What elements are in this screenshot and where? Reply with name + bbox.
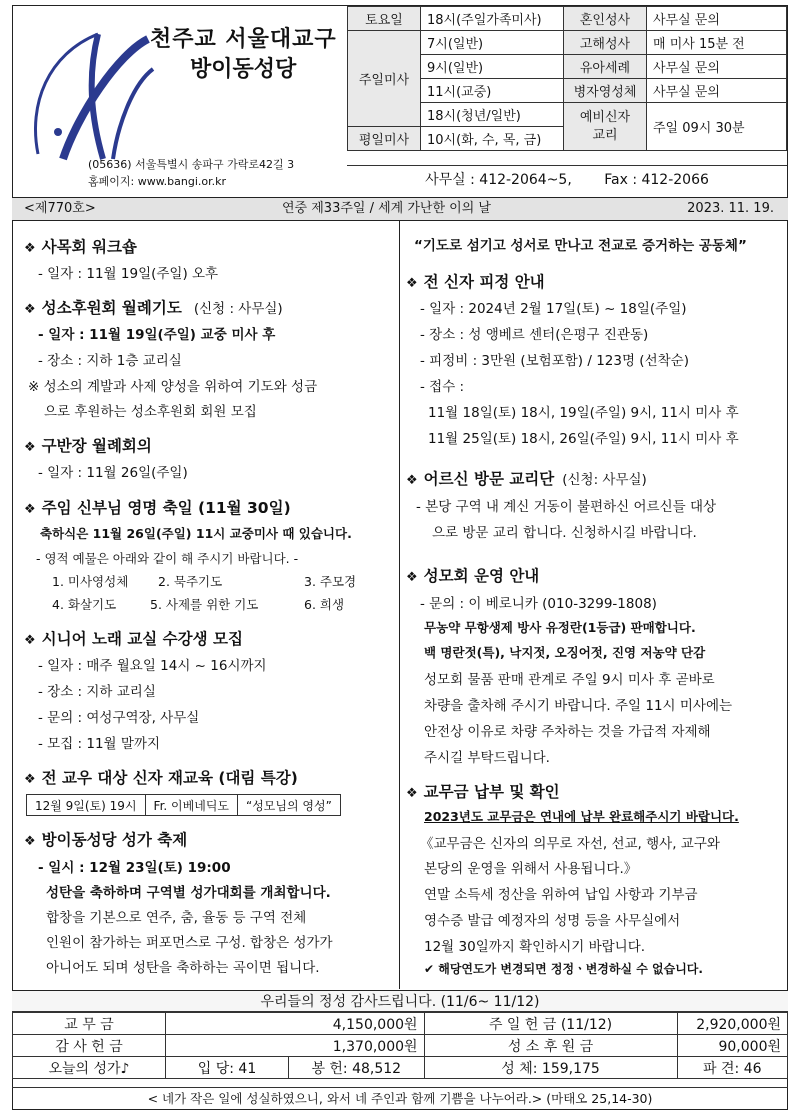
issue-date: 2023. 11. 19.: [687, 201, 774, 216]
text-line: 《교무금은 신자의 의무로 자선, 선교, 행사, 교구와: [420, 836, 720, 852]
lecture-table: [26, 794, 341, 816]
text-line: 성탄을 축하하며 구역별 성가대회를 개최합니다.: [46, 885, 331, 901]
hymn-label: 오늘의 성가♪: [13, 1057, 166, 1079]
lecture-topic: “성모님의 영성”: [238, 795, 341, 816]
issue-title: 연중 제33주일 / 세계 가난한 이의 날: [282, 201, 491, 216]
church-logo-icon: [18, 14, 158, 174]
office-fax: Fax : 412-2066: [604, 172, 709, 188]
offering-amount: 2,920,000원: [677, 1013, 787, 1035]
offering-amount: 1,370,000원: [166, 1035, 425, 1057]
section-title: ❖ 전 신자 피정 안내: [406, 273, 545, 291]
church-homepage[interactable]: 홈페이지: www.bangi.or.kr: [88, 175, 227, 188]
text-line: - 일자 : 11월 19일(주일) 교중 미사 후: [38, 327, 276, 343]
lecture-date: 12월 9일(토) 19시: [27, 795, 146, 816]
list-item: 2. 묵주기도: [158, 574, 223, 589]
text-line: 아니어도 되며 성탄을 축하하는 곡이면 됩니다.: [46, 960, 320, 976]
text-line: - 영적 예물은 아래와 같이 해 주시기 바랍니다. -: [36, 551, 299, 566]
offering-amount: 90,000원: [677, 1035, 787, 1057]
text-line: - 장소 : 지하 1층 교리실: [38, 353, 182, 369]
text-line: - 일자 : 11월 19일(주일) 오후: [38, 266, 219, 282]
text-line: - 장소 : 성 앵베르 센터(은평구 진관동): [420, 327, 649, 343]
text-line: - 문의 : 이 베로니카 (010-3299-1808): [420, 596, 657, 612]
diamond-icon: ❖: [406, 570, 418, 585]
text-line: 11월 25일(토) 18시, 26일(주일) 9시, 11시 미사 후: [428, 431, 739, 447]
confession-value: 매 미사 15분 전: [647, 31, 787, 55]
diamond-icon: ❖: [24, 302, 36, 317]
text-line: - 문의 : 여성구역장, 사무실: [38, 710, 200, 726]
text-line: 2023년도 교무금은 연내에 납부 완료해주시기 바랍니다.: [424, 809, 739, 824]
catechism-label: [564, 103, 647, 151]
hymn-communion: 성 체: 159,175: [424, 1057, 677, 1079]
text-line: 본당의 운영을 위해서 사용됩니다.》: [424, 861, 638, 877]
diamond-icon: ❖: [24, 633, 36, 648]
text-line: 주시길 부탁드립니다.: [424, 750, 550, 766]
section-title: ❖ 어르신 방문 교리단 (신청: 사무실): [406, 470, 647, 488]
office-phone: 사무실 : 412-2064~5,: [425, 172, 572, 188]
weekday-time: 10시(화, 수, 목, 금): [421, 127, 564, 151]
text-line: 으로 후원하는 성소후원회 회원 모집: [44, 404, 257, 420]
text-line: 합창을 기본으로 연주, 춤, 율동 등 구역 전체: [46, 910, 307, 926]
sunday-time: 7시(일반): [421, 31, 564, 55]
text-line: - 장소 : 지하 교리실: [38, 684, 156, 700]
section-title: ❖ 방이동성당 성가 축제: [24, 831, 188, 849]
diamond-icon: ❖: [406, 276, 418, 291]
mass-schedule-table: [347, 6, 787, 151]
section-title: ❖ 시니어 노래 교실 수강생 모집: [24, 630, 243, 648]
infant-baptism-label: 유아세례: [564, 55, 647, 79]
text-line: - 본당 구역 내 계신 거동이 불편하신 어르신들 대상: [416, 499, 717, 515]
parish-motto: “기도로 섬기고 성서로 만나고 전교로 증거하는 공동체”: [414, 238, 747, 254]
church-diocese: 천주교 서울대교구: [150, 27, 337, 52]
sick-communion-value: 사무실 문의: [647, 79, 787, 103]
offering-table: [12, 1012, 788, 1079]
diamond-icon: ❖: [24, 772, 36, 787]
church-name: 방이동성당: [190, 57, 297, 82]
issue-number: <제770호>: [24, 201, 96, 216]
section-title: ❖ 주임 신부님 영명 축일 (11월 30일): [24, 499, 291, 517]
text-line: 백 명란젓(특), 낙지젓, 오징어젓, 진영 저농약 단감: [424, 645, 706, 660]
text-line: - 일자 : 매주 월요일 14시 ~ 16시까지: [38, 658, 267, 674]
bible-quote: < 네가 작은 일에 성실하였으니, 와서 네 주인과 함께 기쁨을 나누어라.> (마태오 25,14-30): [12, 1087, 788, 1109]
lecture-speaker: Fr. 이베네딕도: [145, 795, 237, 816]
hymn-recessional: 파 견: 46: [677, 1057, 787, 1079]
section-title: ❖ 성모회 운영 안내: [406, 567, 540, 585]
weekday-mass-label: 평일미사: [348, 127, 421, 151]
hymn-entrance: 입 당: 41: [166, 1057, 289, 1079]
text-line: 영수증 발급 예정자의 성명 등을 사무실에서: [424, 913, 681, 929]
catechism-label-line1: 예비신자: [579, 109, 631, 125]
text-line: 차량을 출차해 주시기 바랍니다. 주일 11시 미사에는: [424, 698, 733, 714]
diamond-icon: ❖: [24, 440, 36, 455]
text-line: 으로 방문 교리 합니다. 신청하시길 바랍니다.: [432, 525, 697, 541]
confession-label: 고해성사: [564, 31, 647, 55]
church-address: (05636) 서울특별시 송파구 가락로42길 3: [88, 158, 295, 171]
diamond-icon: ❖: [406, 473, 418, 488]
text-line: - 일시 : 12월 23일(토) 19:00: [38, 860, 231, 876]
text-line: - 일자 : 11월 26일(주일): [38, 465, 188, 481]
section-title: ❖ 전 교우 대상 신자 재교육 (대림 특강): [24, 769, 298, 787]
text-line: 연말 소득세 정산을 위하여 납입 사항과 기부금: [424, 887, 698, 903]
catechism-value: 주일 09시 30분: [647, 103, 787, 151]
marriage-label: 혼인성사: [564, 7, 647, 31]
sick-communion-label: 병자영성체: [564, 79, 647, 103]
section-title: ❖ 사목회 워크숍: [24, 238, 137, 256]
diamond-icon: ❖: [24, 834, 36, 849]
office-contact: [347, 165, 787, 194]
text-line: 무농약 무항생제 방사 유정란(1등급) 판매합니다.: [424, 620, 696, 635]
section-title: ❖ 교무금 납부 및 확인: [406, 783, 560, 801]
section-title: ❖ 성소후원회 월례기도 (신청 : 사무실): [24, 299, 283, 317]
text-line: - 접수 :: [420, 379, 465, 395]
offering-label: 교 무 금: [13, 1013, 166, 1035]
text-line: - 피정비 : 3만원 (보험포함) / 123명 (선착순): [420, 353, 689, 369]
text-line: ※ 성소의 계발과 사제 양성을 위하여 기도와 성금: [28, 379, 318, 395]
text-line: - 일자 : 2024년 2월 17일(토) ~ 18일(주일): [420, 301, 687, 317]
text-line: 12월 30일까지 확인하시기 바랍니다.: [424, 939, 646, 955]
diamond-icon: ❖: [24, 241, 36, 256]
text-line: 안전상 이유로 차량 주차하는 것을 가급적 자제해: [424, 724, 711, 740]
offering-label: 감 사 헌 금: [13, 1035, 166, 1057]
diamond-icon: ❖: [406, 786, 418, 801]
offering-label: 성 소 후 원 금: [424, 1035, 677, 1057]
text-line: 11월 18일(토) 18시, 19일(주일) 9시, 11시 미사 후: [428, 405, 739, 421]
catechism-label-line2: 교리: [592, 127, 618, 143]
marriage-value: 사무실 문의: [647, 7, 787, 31]
list-item: 5. 사제를 위한 기도: [150, 597, 259, 612]
hymn-offertory: 봉 헌: 48,512: [289, 1057, 425, 1079]
offering-title: 우리들의 정성 감사드립니다. (11/6~ 11/12): [12, 990, 788, 1012]
text-line: ✔ 해당연도가 변경되면 정정ㆍ변경하실 수 없습니다.: [424, 962, 703, 976]
list-item: 1. 미사영성체: [52, 574, 129, 589]
sunday-mass-label: 주일미사: [348, 31, 421, 127]
column-divider: [399, 221, 400, 989]
text-line: 성모회 물품 판매 관계로 주일 9시 미사 후 곧바로: [424, 672, 715, 688]
list-item: 6. 희생: [304, 597, 345, 612]
saturday-time: 18시(주일가족미사): [421, 7, 564, 31]
list-item: 4. 화살기도: [52, 597, 117, 612]
diamond-icon: ❖: [24, 502, 36, 517]
section-title: ❖ 구반장 월례회의: [24, 437, 152, 455]
saturday-label: 토요일: [348, 7, 421, 31]
text-line: 축하식은 11월 26일(주일) 11시 교중미사 때 있습니다.: [40, 526, 352, 541]
offering-label: 주 일 헌 금 (11/12): [424, 1013, 677, 1035]
text-line: - 모집 : 11월 말까지: [38, 736, 161, 752]
text-line: 인원이 참가하는 퍼포먼스로 구성. 합창은 성가가: [46, 935, 333, 951]
sunday-time: 9시(일반): [421, 55, 564, 79]
sunday-time: 18시(청년/일반): [421, 103, 564, 127]
issue-bar: [12, 197, 788, 221]
sunday-time: 11시(교중): [421, 79, 564, 103]
list-item: 3. 주모경: [304, 574, 357, 589]
offering-amount: 4,150,000원: [166, 1013, 425, 1035]
infant-baptism-value: 사무실 문의: [647, 55, 787, 79]
